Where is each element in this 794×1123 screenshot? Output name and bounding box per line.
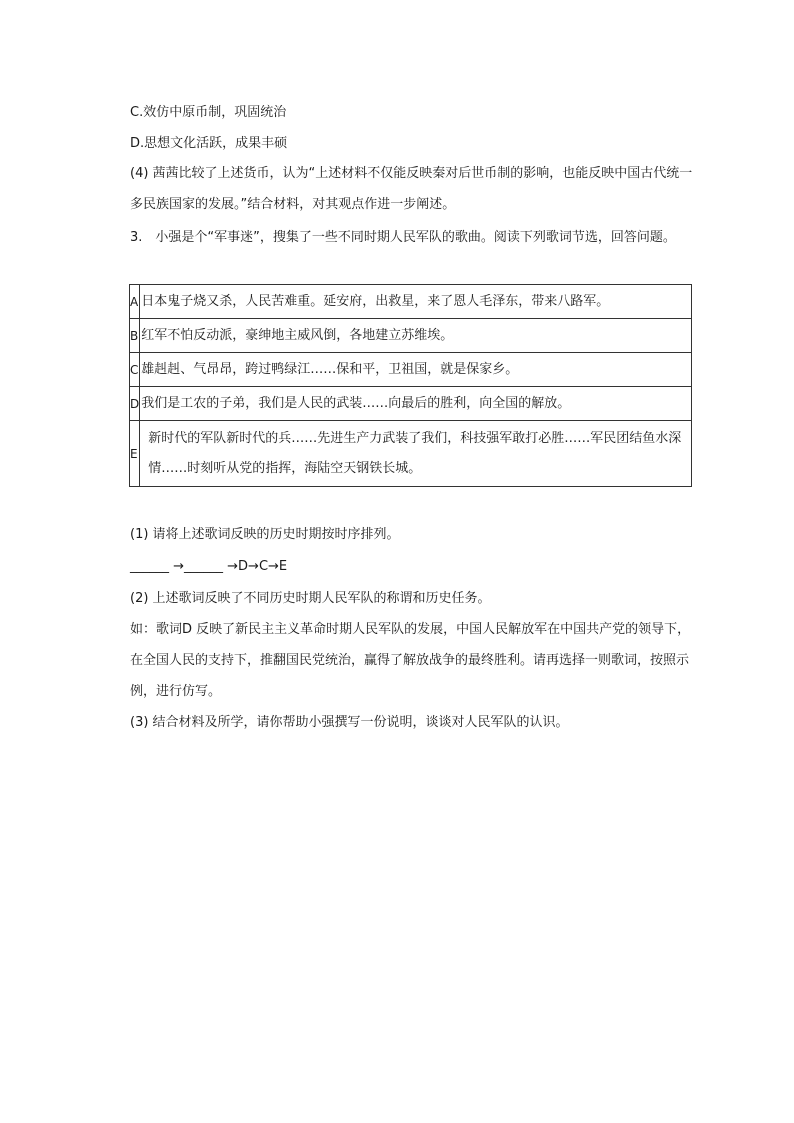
lyric-text: 雄赳赳、气昂昂，跨过鸭绿江……保和平，卫祖国，就是保家乡。: [140, 353, 692, 387]
lyric-text: 日本鬼子烧又杀，人民苦难重。延安府，出救星，来了恩人毛泽东，带来八路军。: [140, 285, 692, 319]
option-d: D.思想文化活跃，成果丰硕: [130, 136, 288, 151]
option-c: C.效仿中原币制，巩固统治: [130, 105, 287, 120]
lyrics-table: [129, 284, 692, 487]
row-label: C: [130, 353, 140, 387]
question-3-part-1-answer-blank: ______ →______ →D→C→E: [130, 559, 288, 574]
lyric-text: 红军不怕反动派，豪绅地主威风倒，各地建立苏维埃。: [140, 319, 692, 353]
table-row: [130, 285, 692, 319]
table-row: [130, 353, 692, 387]
lyric-text: 新时代的军队新时代的兵……先进生产力武装了我们，科技强军敢打必胜……军民团结鱼水深情……时刻听从党的指挥，海陆空天钢铁长城。: [140, 421, 692, 487]
row-label: E: [130, 421, 140, 487]
lyric-text: 我们是工农的子弟，我们是人民的武装……向最后的胜利，向全国的解放。: [140, 387, 692, 421]
row-label: B: [130, 319, 140, 353]
question-3-part-2-example: 如：歌词D 反映了新民主主义革命时期人民军队的发展，中国人民解放军在中国共产党的领导下，在全国人民的支持下，推翻国民党统治，赢得了解放战争的最终胜利。请再选择一则歌词，按照示例，进行仿写。: [130, 622, 691, 699]
table-row: [130, 319, 692, 353]
question-2-part-4: (4) 茜茜比较了上述货币，认为“上述材料不仅能反映秦对后世币制的影响，也能反映中国古代统一多民族国家的发展。”结合材料，对其观点作进一步阐述。: [130, 166, 693, 212]
row-label: A: [130, 285, 140, 319]
question-3-part-2: (2) 上述歌词反映了不同历史时期人民军队的称谓和历史任务。: [130, 591, 491, 606]
question-3-intro: 3. 小强是个“军事迷”，搜集了一些不同时期人民军队的歌曲。阅读下列歌词节选，回答问题。: [130, 230, 676, 245]
table-row: [130, 421, 692, 487]
question-3-part-1: (1) 请将上述歌词反映的历史时期按时序排列。: [130, 527, 400, 542]
row-label: D: [130, 387, 140, 421]
question-3-part-3: (3) 结合材料及所学，请你帮助小强撰写一份说明，谈谈对人民军队的认识。: [130, 715, 569, 730]
table-row: [130, 387, 692, 421]
